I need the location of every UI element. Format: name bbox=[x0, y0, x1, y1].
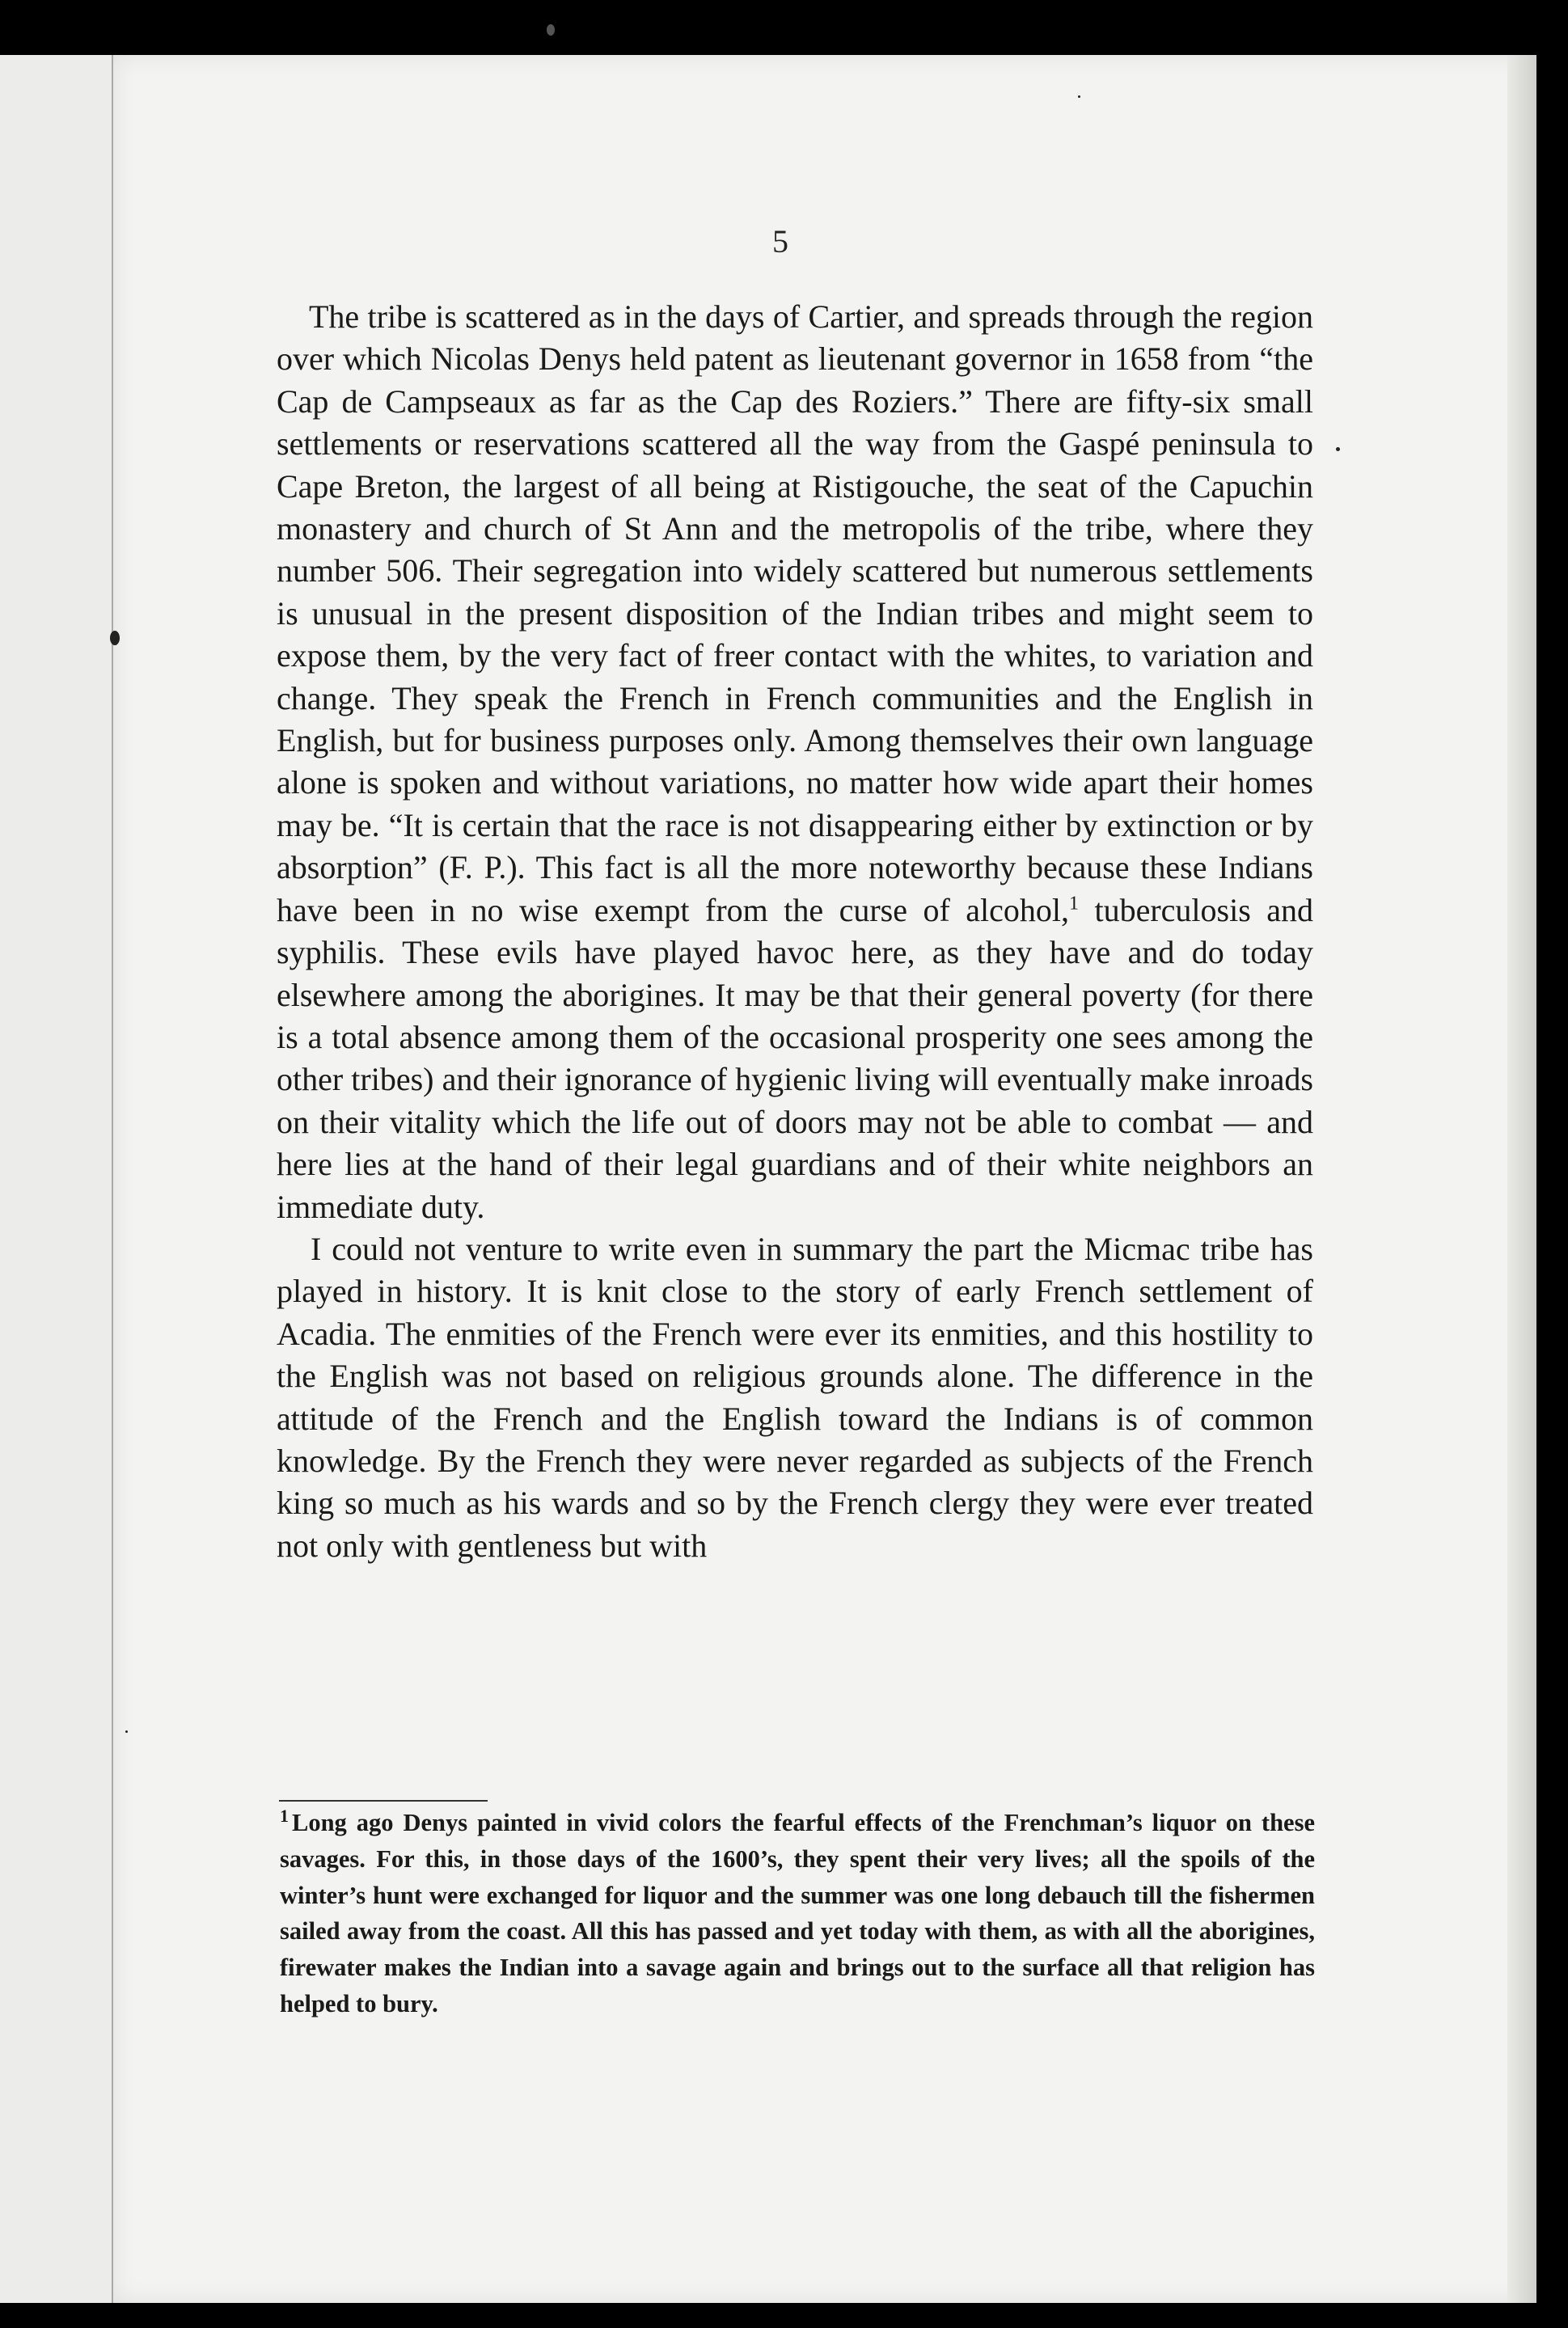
paragraph-2: I could not venture to write even in summary the part the Micmac tribe has played in history. It is knit close to the story of early French settlement of Acadia. The enmities of the French were ever its enmities, and this hostility to the English was not based on religious grounds alone. The difference in the attitude of the French and the English toward the Indians is of common knowledge. By the French they were never regarded as subjects of the French king so much as his wards and so by the French clergy they were ever treated not only with gentleness but with bbox=[277, 1230, 1313, 1564]
facing-page-gutter bbox=[0, 55, 113, 2303]
body-text bbox=[277, 296, 1313, 1567]
footnote-marker: 1 bbox=[280, 1805, 289, 1826]
page-number: 5 bbox=[772, 223, 788, 260]
footnote-reference: 1 bbox=[1068, 893, 1079, 915]
footnote-text: Long ago Denys painted in vivid colors the fearful effects of the Frenchman’s liquor on these savages. For this, in those days of the 1600’s, they spent their very lives; all the spoils of the winter’s hunt were exchanged for liquor and the summer was one long debauch till the fishermen sailed away from the coast. All this has passed and yet today with them, as with all the aborigines, firewater makes the Indian into a savage again and brings out to the surface all that religion has helped to bury. bbox=[280, 1809, 1315, 2017]
ink-speck bbox=[110, 631, 120, 645]
ink-speck bbox=[1336, 447, 1340, 451]
paragraph-1 bbox=[277, 296, 1313, 1228]
page-edge bbox=[1507, 55, 1536, 2303]
footnote-rule bbox=[279, 1800, 488, 1802]
ink-speck bbox=[125, 1730, 128, 1733]
ink-speck bbox=[547, 24, 555, 36]
paragraph-1-continuation: tuberculosis and syphilis. These evils have played havoc here, as they have and do today elsewhere among the aborigines. It may be that their general poverty (for there is a total absence among them of the occasional prosperity one sees among the other tribes) and their ignorance of hygienic living will eventually make inroads on their vitality which the life out of doors may not be able to combat — and here lies at the hand of their legal guardians and of their white neighbors an immediate duty. bbox=[277, 891, 1313, 1225]
ink-speck bbox=[1078, 95, 1080, 98]
footnote bbox=[280, 1805, 1315, 2022]
paragraph-1-text: The tribe is scattered as in the days of Cartier, and spreads through the region over which Nicolas Denys held patent as lieutenant governor in 1658 from “the Cap de Campseaux as far as the Cap des Roziers.” There are fifty-six small settlements or reservations scattered all the way from the Gaspé peninsula to Cape Breton, the largest of all being at Ristigouche, the seat of the Capuchin monastery and church of St Ann and the metropolis of the tribe, where they number 506. Their segregation into widely scattered but numerous settlements is unusual in the present disposition of the Indian tribes and might seem to expose them, by the very fact of freer contact with the whites, to variation and change. They speak the French in French communities and the English in English, but for business purposes only. Among themselves their own language alone is spoken and without variations, no matter how wide apart their homes may be. “It is certain that the race is not disappearing either by extinction or by absorption” (F. P.). This fact is all the more noteworthy because these Indians have been in no wise exempt from the curse of alcohol, bbox=[277, 298, 1313, 928]
